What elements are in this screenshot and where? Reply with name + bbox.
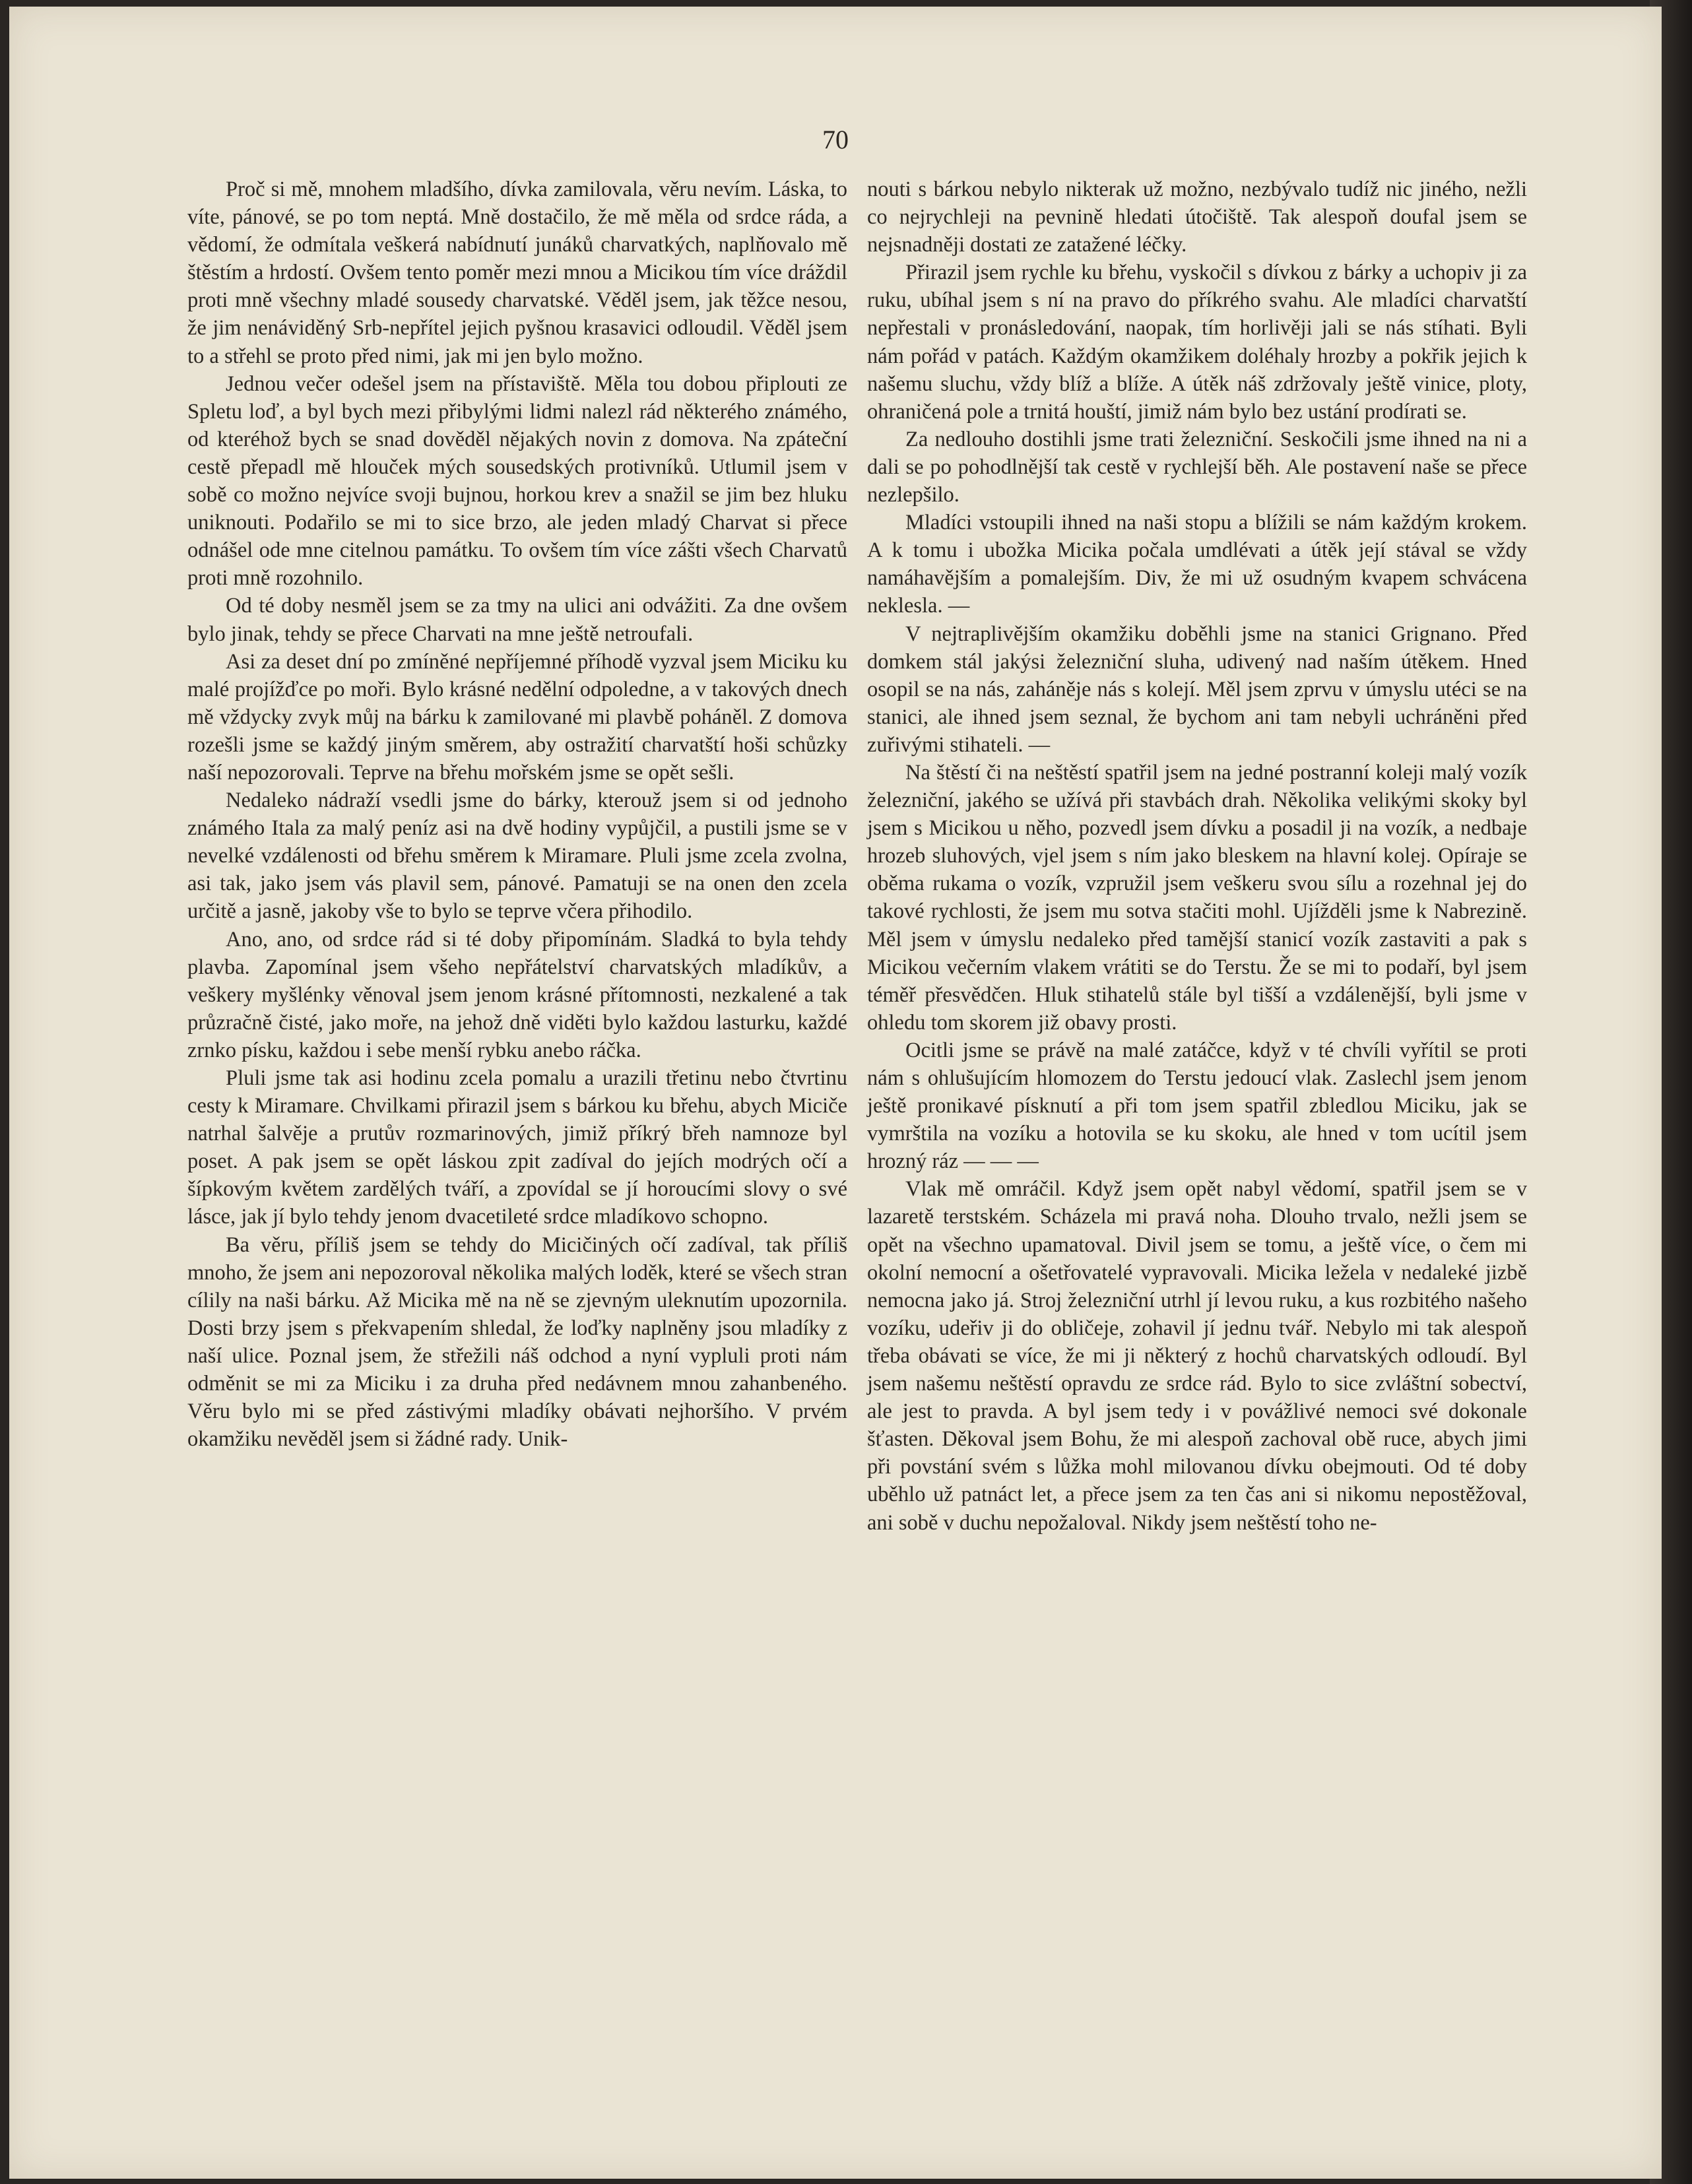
paragraph: Ocitli jsme se právě na malé zatáčce, když v té chvíli vyřítil se proti nám s ohlušujícím hlomozem do Terstu jedoucí vlak. Zaslechl jsem jenom ještě pronikavé písknutí a při tom jsem spatřil zbledlou Miciku, jak se vymrštila na vozíku a hotovila se ku skoku, ale hned v tom ucítil jsem hrozný ráz — — — bbox=[867, 1038, 1527, 1174]
paragraph: Ano, ano, od srdce rád si té doby připomínám. Sladká to byla tehdy plavba. Zapomínal jsem všeho nepřátelství charvatských mladíkův, a veškery myšlénky věnoval jsem jenom krásné přítomnosti, nezkalené a tak průzračně čisté, jako moře, na jehož dně viděti bylo každou lasturku, každé zrnko písku, každou i sebe menší rybku anebo ráčka. bbox=[187, 927, 847, 1062]
paragraph: V nejtraplivějším okamžiku doběhli jsme na stanici Grignano. Před domkem stál jakýsi železniční sluha, udivený nad naším útěkem. Hned osopil se na nás, zaháněje nás s kolejí. Měl jsem zprvu v úmyslu utéci se na stanici, ale ihned jsem seznal, že bychom ani tam nebyli uchráněni před zuřivými stihateli. — bbox=[867, 622, 1527, 757]
page-number: 70 bbox=[822, 125, 849, 154]
paragraph: Od té doby nesměl jsem se za tmy na ulici ani odvážiti. Za dne ovšem bylo jinak, tehdy se přece Charvati na mne ještě netroufali. bbox=[187, 594, 847, 646]
paragraph: Ba věru, příliš jsem se tehdy do Micičiných očí zadíval, tak příliš mnoho, že jsem ani nepozoroval několika malých loděk, které se všech stran cílily na naši bárku. Až Micika mě na ně se zjevným uleknutím upozornila. Dosti brzy jsem s překvapením shledal, že loďky naplněny jsou mladíky z naší ulice. Poznal jsem, že střežili náš odchod a nyní vypluli proti nám odměnit se mi za Miciku i za druha před nedávnem mnou zahanbeného. Věru bylo mi se před zástivými mladíky obávati nejhoršího. V prvém okamžiku nevěděl jsem si žádné rady. Unik- bbox=[187, 1233, 847, 1452]
paragraph: Proč si mě, mnohem mladšího, dívka zamilovala, věru nevím. Láska, to víte, pánové, se po tom neptá. Mně dostačilo, že mě měla od srdce ráda, a vědomí, že odmítala veškerá nabídnutí junáků charvatkých, naplňovalo mě štěstím a hrdostí. Ovšem tento poměr mezi mnou a Micikou tím více dráždil proti mně všechny mladé sousedy charvatské. Věděl jsem, jak těžce nesou, že jim nenáviděný Srb-nepřítel jejich pyšnou krasavici odloudil. Věděl jsem to a střehl se proto před nimi, jak mi jen bylo možno. bbox=[187, 177, 847, 368]
paragraph: Pluli jsme tak asi hodinu zcela pomalu a urazili třetinu nebo čtvrtinu cesty k Miramare. Chvilkami přirazil jsem s bárkou ku břehu, abych Miciče natrhal šalvěje a prutův rozmarinových, jimiž příkrý břeh namnoze byl poset. A pak jsem se opět láskou zpit zadíval do jejích modrých očí a šípkovým květem zardělých tváří, a zpovídal se jí horoucími slovy o své lásce, jak jí bylo tehdy jenom dvacetileté srdce mladíkovo schopno. bbox=[187, 1066, 847, 1229]
paragraph: Za nedlouho dostihli jsme trati železniční. Seskočili jsme ihned na ni a dali se po pohodlnější tak cestě v rychlejší běh. Ale postavení naše se přece nezlepšilo. bbox=[867, 427, 1527, 507]
text-column-left bbox=[187, 176, 847, 1453]
paragraph: Asi za deset dní po zmíněné nepříjemné příhodě vyzval jsem Miciku ku malé projížďce po moři. Bylo krásné nedělní odpoledne, a v takových dnech mě vždycky zvyk můj na bárku k zamilované mi plavbě poháněl. Z domova rozešli jsme se každý jiným směrem, aby ostražití charvatští hoši schůzky naší nepozorovali. Teprve na břehu mořském jsme se opět sešli. bbox=[187, 649, 847, 785]
paragraph: Mladíci vstoupili ihned na naši stopu a blížili se nám každým krokem. A k tomu i ubožka Micika počala umdlévati a útěk její stával se vždy namáhavějším a pomalejším. Div, že mi už osudným kvapem schvácena neklesla. — bbox=[867, 511, 1527, 618]
book-page bbox=[9, 7, 1662, 2179]
paragraph: Vlak mě omráčil. Když jsem opět nabyl vědomí, spatřil jsem se v lazaretě terstském. Scházela mi pravá noha. Dlouho trvalo, nežli jsem se opět na všechno upamatoval. Divil jsem se tomu, a ještě více, o čem mi okolní nemocní a ošetřovatelé vypravovali. Micika ležela v nedaleké jizbě nemocna jako já. Stroj železniční utrhl jí levou ruku, a kus rozbitého našeho vozíku, udeřiv ji do obličeje, zohavil jí jednu tvář. Nebylo mi tak alespoň třeba obávati se více, že mi ji některý z hochů charvatských odloudí. Byl jsem našemu neštěstí opravdu ze srdce rád. Bylo to sice zvláštní sobectví, ale jest to pravda. A byl jsem tedy i v povážlivé nemoci své dokonale šťasten. Děkoval jsem Bohu, že mi alespoň zachoval obě ruce, abych jimi při povstání svém s lůžka mohl milovanou dívku obejmouti. Od té doby uběhlo už patnáct let, a přece jsem za ten čas ani si nikomu nepostěžoval, ani sobě v duchu nepožaloval. Nikdy jsem neštěstí toho ne- bbox=[867, 1177, 1527, 1535]
paragraph: Přirazil jsem rychle ku břehu, vyskočil s dívkou z bárky a uchopiv ji za ruku, ubíhal jsem s ní na pravo do příkrého svahu. Ale mladíci charvatští nepřestali v pronásledování, naopak, tím horlivěji jali se nás stíhati. Byli nám pořád v patách. Každým okamžikem doléhaly hrozby a pokřik jejich k našemu sluchu, vždy blíž a blíže. A útěk náš zdržovaly ještě vinice, ploty, ohraničená pole a trnitá houští, jimiž nám bylo bez ustání prodírati se. bbox=[867, 261, 1527, 424]
text-column-right bbox=[867, 176, 1527, 1537]
paragraph: Jednou večer odešel jsem na přístaviště. Měla tou dobou připlouti ze Spletu loď, a byl bych mezi přibylými lidmi nalezl rád některého známého, od kteréhož bych se snad dověděl nějakých novin z domova. Na zpáteční cestě přepadl mě hlouček mých sousedských protivníků. Utlumil jsem v sobě co možno nejvíce svoji bujnou, horkou krev a snažil se jim bez hluku uniknouti. Podařilo se mi to sice brzo, ale jeden mladý Charvat si přece odnášel ode mne citelnou památku. To ovšem tím více zášti všech Charvatů proti mně rozohnilo. bbox=[187, 371, 847, 591]
paragraph: Na štěstí či na neštěstí spatřil jsem na jedné postranní koleji malý vozík železniční, jakého se užívá při stavbách drah. Několika velikými skoky byl jsem s Micikou u něho, pozvedl jsem dívku a posadil ji na vozík, a nedbaje hrozeb sluhových, vjel jsem s ním jako bleskem na hlavní kolej. Opíraje se oběma rukama o vozík, vzpružil jsem veškeru svou sílu a rozehnal jej do takové rychlosti, že jsem mu sotva stačiti mohl. Ujížděli jsme k Nabrezině. Měl jsem v úmyslu nedaleko před tamější stanicí vozík zastaviti a pak s Micikou večerním vlakem vrátiti se do Terstu. Že se mi to podaří, byl jsem téměř přesvědčen. Hluk stihatelů stále byl tišší a vzdálenější, byli jsme v ohledu tom skorem již obavy prosti. bbox=[867, 760, 1527, 1035]
paragraph: Nedaleko nádraží vsedli jsme do bárky, kterouž jsem si od jednoho známého Itala za malý peníz asi na dvě hodiny vypůjčil, a pustili jsme se v nevelké vzdálenosti od břehu směrem k Miramare. Pluli jsme zcela zvolna, asi tak, jako jsem vás plavil sem, pánové. Pamatuji se na onen den zcela určitě a jasně, jakoby vše to bylo se teprve včera přihodilo. bbox=[187, 788, 847, 924]
paragraph: nouti s bárkou nebylo nikterak už možno, nezbývalo tudíž nic jiného, nežli co nejrychleji na pevnině hledati útočiště. Tak alespoň doufal jsem se nejsnadněji dostati ze zatažené léčky. bbox=[867, 177, 1527, 257]
